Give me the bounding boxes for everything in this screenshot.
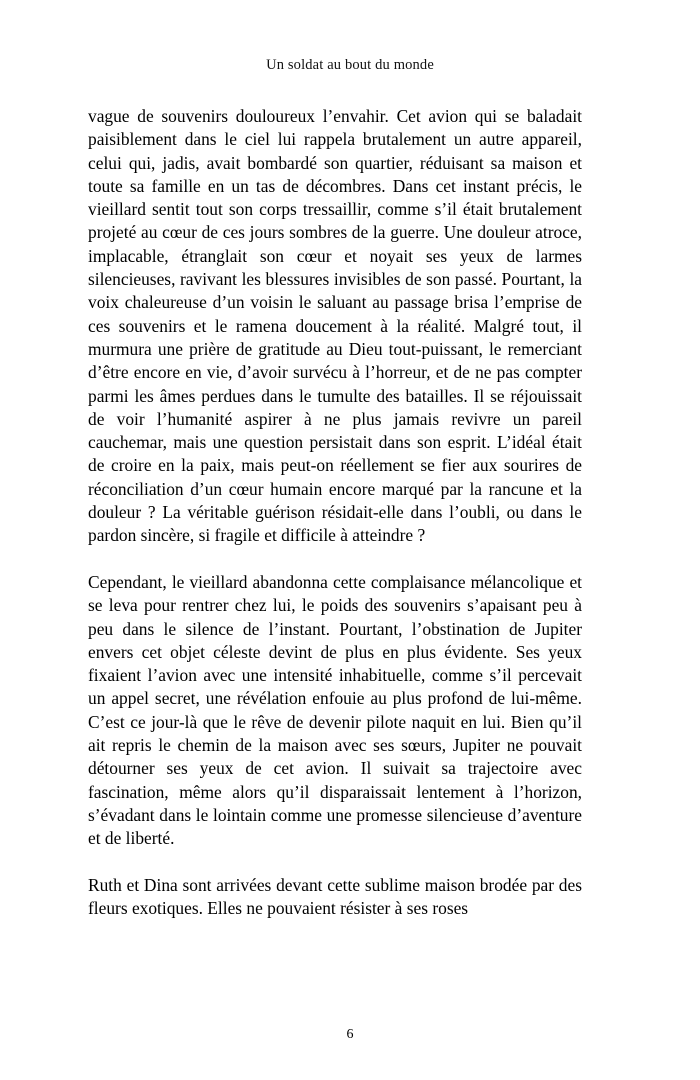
- running-header: Un soldat au bout du monde: [266, 57, 434, 73]
- body-paragraph: vague de souvenirs douloureux l’envahir. Cet avion qui se baladait paisiblement dans le ciel lui rappela brutalement un autre appareil, celui qui, jadis, avait bombardé son quartier, réduisant sa maison et toute sa famille en un tas de décombres. Dans cet instant précis, le vieillard sentit tout son corps tressaillir, comme s’il était brutalement projeté au cœur de ces jours sombres de la guerre. Une douleur atroce, implacable, étranglait son cœur et noyait ses yeux de larmes silencieuses, ravivant les blessures invisibles de son passé. Pourtant, la voix chaleureuse d’un voisin le saluant au passage brisa l’emprise de ces souvenirs et le ramena doucement à la réalité. Malgré tout, il murmura une prière de gratitude au Dieu tout-puissant, le remerciant d’être encore en vie, d’avoir survécu à l’horreur, et de ne pas compter parmi les âmes perdues dans le tumulte des batailles. Il se réjouissait de voir l’humanité aspirer à ne plus jamais revivre un pareil cauchemar, mais une question persistait dans son esprit. L’idéal était de croire en la paix, mais peut-on réellement se fier aux sourires de réconciliation d’un cœur humain encore marqué par la rancune et la douleur ? La véritable guérison résidait-elle dans l’oubli, ou dans le pardon sincère, si fragile et difficile à atteindre ?: [88, 106, 582, 546]
- body-paragraph: Ruth et Dina sont arrivées devant cette sublime maison brodée par des fleurs exotiques. Elles ne pouvaient résister à ses roses: [88, 874, 582, 919]
- body-paragraph: Cependant, le vieillard abandonna cette complaisance mélancolique et se leva pour rentrer chez lui, le poids des souvenirs s’apaisant peu à peu dans le silence de l’instant. Pourtant, l’obstination de Jupiter envers cet objet céleste devint de plus en plus évidente. Ses yeux fixaient l’avion avec une intensité inhabituelle, comme s’il percevait un appel secret, une révélation enfouie au plus profond de lui-même. C’est ce jour-là que le rêve de devenir pilote naquit en lui. Bien qu’il ait repris le chemin de la maison avec ses sœurs, Jupiter ne pouvait détourner ses yeux de cet avion. Il suivait sa trajectoire avec fascination, même alors qu’il disparaissait lentement à l’horizon, s’évadant dans le lointain comme une promesse silencieuse d’aventure et de liberté.: [88, 571, 582, 849]
- page-number: 6: [346, 1027, 354, 1042]
- body-text-column: [88, 105, 582, 920]
